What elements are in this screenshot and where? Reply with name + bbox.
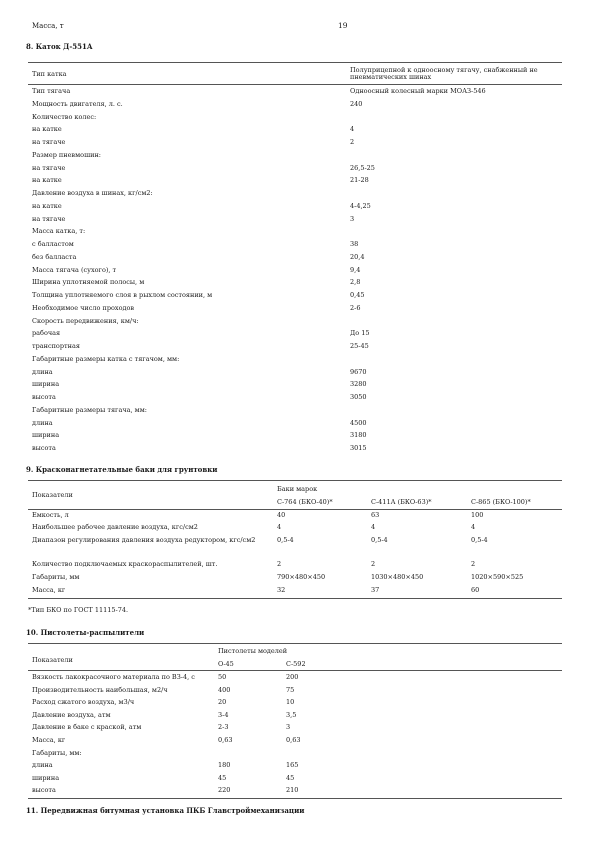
guns-row-value: 20 [218, 698, 227, 706]
spec-value: До 15 [350, 329, 370, 337]
spec-value: 38 [350, 240, 359, 248]
spec-label: Масса тягача (сухого), т [32, 266, 117, 274]
tanks-row-value: 4 [371, 523, 376, 531]
tanks-row-value: 0,5-4 [371, 536, 388, 544]
spec-value: 20,4 [350, 253, 365, 261]
spec-label: длина [32, 419, 53, 427]
section-9-title: 9. Красконагнетательные баки для грунтовки [26, 465, 218, 474]
guns-row-value: 180 [218, 761, 231, 769]
spec-value: 2-6 [350, 304, 361, 312]
page-number: 19 [338, 21, 348, 30]
tanks-col-header: С-764 (БКО-40)* [277, 498, 333, 506]
spec-label: с балластом [32, 240, 74, 248]
spec-label: Размер пневмошин: [32, 151, 101, 159]
spec-label: ширина [32, 431, 60, 439]
spec-label: высота [32, 393, 56, 401]
guns-row-label: Расход сжатого воздуха, м3/ч [32, 698, 135, 706]
tanks-row-value: 4 [471, 523, 476, 531]
section-8-title: 8. Каток Д-551А [26, 42, 93, 51]
tanks-row-value: 2 [277, 560, 282, 568]
spec-value: 4 [350, 125, 355, 133]
guns-col-header: О-45 [218, 660, 234, 668]
spec-label: длина [32, 368, 53, 376]
guns-indicators-label: Показатели [32, 656, 73, 664]
table-top-rule [28, 62, 562, 63]
spec-label: Давление воздуха в шинах, кг/см2: [32, 189, 153, 197]
section-11-title: 11. Передвижная битумная установка ПКБ Главстроймеханизации [26, 806, 305, 815]
tanks-brands-label: Баки марок [277, 485, 318, 493]
guns-row-value: 75 [286, 686, 295, 694]
guns-row-label: ширина [32, 774, 60, 782]
spec-label: на катке [32, 202, 62, 210]
guns-row-value: 10 [286, 698, 295, 706]
spec-value: 26,5-25 [350, 164, 375, 172]
guns-models-label: Пистолеты моделей [218, 647, 288, 655]
spec-label: на катке [32, 176, 62, 184]
spec-value: 3180 [350, 431, 367, 439]
spec-value: 25-45 [350, 342, 369, 350]
guns-row-label: Производительность наибольшая, м2/ч [32, 686, 168, 694]
tanks-col-header: С-411А (БКО-63)* [371, 498, 432, 506]
tanks-row-label: Емкость, л [32, 511, 69, 519]
spec-label: высота [32, 444, 56, 452]
spec-label: Скорость передвижения, км/ч: [32, 317, 139, 325]
guns-row-label: Вязкость лакокрасочного материала по ВЗ-4, с [32, 673, 195, 681]
spec-label: на тягаче [32, 164, 66, 172]
spec-label: Тип тягача [32, 87, 71, 95]
guns-row-label: Габариты, мм: [32, 749, 82, 757]
tanks-row-label: Диапазон регулирования давления воздуха редуктором, кгс/см2 [32, 536, 256, 544]
tanks-row-value: 37 [371, 586, 380, 594]
spec-label: Толщина уплотняемого слоя в рыхлом состоянии, м [32, 291, 213, 299]
tanks-row-value: 0,5-4 [471, 536, 488, 544]
section-10-title: 10. Пистолеты-распылители [26, 628, 145, 637]
guns-row-label: длина [32, 761, 53, 769]
spec-label: на катке [32, 125, 62, 133]
roller-type-value: Полуприцепной к одноосному тягачу, снабженный не пневматических шинах [350, 66, 538, 81]
guns-row-label: высота [32, 786, 56, 794]
spec-label: Габаритные размеры катка с тягачом, мм: [32, 355, 180, 363]
spec-label: Ширина уплотняемой полосы, м [32, 278, 145, 286]
spec-value: 3280 [350, 380, 367, 388]
guns-row-value: 0,63 [286, 736, 301, 744]
spec-value: 3015 [350, 444, 367, 452]
guns-row-value: 3 [286, 723, 291, 731]
spec-label: Количество колес: [32, 113, 97, 121]
tanks-row-value: 1020×590×525 [471, 573, 524, 581]
guns-row-label: Давление в баке с краской, атм [32, 723, 142, 731]
tanks-row-value: 32 [277, 586, 286, 594]
guns-col-header: С-592 [286, 660, 306, 668]
tanks-row-value: 4 [277, 523, 282, 531]
spec-label: транспортная [32, 342, 80, 350]
table-top-rule [28, 643, 562, 644]
guns-row-value: 165 [286, 761, 299, 769]
tanks-row-value: 100 [471, 511, 484, 519]
spec-value: 3050 [350, 393, 367, 401]
tanks-row-label: Количество подключаемых краскораспылителей, шт. [32, 560, 218, 568]
tanks-row-value: 60 [471, 586, 480, 594]
spec-value: 9670 [350, 368, 367, 376]
guns-row-value: 50 [218, 673, 227, 681]
spec-label: Масса катка, т: [32, 227, 86, 235]
table-bottom-rule [28, 798, 562, 799]
guns-row-value: 45 [286, 774, 295, 782]
guns-row-value: 0,63 [218, 736, 233, 744]
spec-label: на тягаче [32, 138, 66, 146]
guns-row-value: 210 [286, 786, 299, 794]
table-header-rule [28, 670, 562, 671]
spec-value: 4500 [350, 419, 367, 427]
tanks-row-value: 2 [471, 560, 476, 568]
guns-row-value: 3-4 [218, 711, 229, 719]
table-header-rule [28, 509, 562, 510]
tanks-row-label: Наибольшее рабочее давление воздуха, кгс/см2 [32, 523, 198, 531]
table-bottom-rule [28, 598, 562, 599]
table-header-rule [28, 84, 562, 85]
spec-value: 4-4,25 [350, 202, 371, 210]
guns-row-value: 200 [286, 673, 299, 681]
spec-value: 3 [350, 215, 355, 223]
spec-value: 240 [350, 100, 363, 108]
guns-row-label: Давление воздуха, атм [32, 711, 111, 719]
tanks-row-value: 63 [371, 511, 380, 519]
spec-label: Необходимое число проходов [32, 304, 135, 312]
table-top-rule [28, 480, 562, 481]
spec-label: рабочая [32, 329, 61, 337]
roller-type-label: Тип катка [32, 70, 67, 78]
tanks-row-value: 790×480×450 [277, 573, 326, 581]
guns-row-value: 3,5 [286, 711, 297, 719]
tanks-row-value: 2 [371, 560, 376, 568]
tanks-indicators-label: Показатели [32, 491, 73, 499]
tanks-row-value: 0,5-4 [277, 536, 294, 544]
tanks-col-header: С-865 (БКО-100)* [471, 498, 531, 506]
spec-value: 21-28 [350, 176, 369, 184]
tanks-footnote: *Тип БКО по ГОСТ 11115-74. [28, 606, 129, 614]
guns-row-value: 220 [218, 786, 231, 794]
spec-label: на тягаче [32, 215, 66, 223]
tanks-row-value: 1030×480×450 [371, 573, 424, 581]
guns-row-value: 45 [218, 774, 227, 782]
spec-value: Одноосный колесный марки МОАЗ-546 [350, 87, 486, 95]
tanks-row-label: Габариты, мм [32, 573, 80, 581]
guns-row-value: 400 [218, 686, 231, 694]
spec-label: Габаритные размеры тягача, мм: [32, 406, 147, 414]
spec-value: 9,4 [350, 266, 361, 274]
guns-row-value: 2-3 [218, 723, 229, 731]
guns-row-label: Масса, кг [32, 736, 66, 744]
spec-value: 2,8 [350, 278, 361, 286]
tanks-row-value: 40 [277, 511, 286, 519]
spec-value: 2 [350, 138, 355, 146]
spec-label: без балласта [32, 253, 77, 261]
spec-label: ширина [32, 380, 60, 388]
header-mass-label: Масса, т [32, 22, 64, 30]
spec-value: 0,45 [350, 291, 365, 299]
tanks-row-label: Масса, кг [32, 586, 66, 594]
spec-label: Мощность двигателя, л. с. [32, 100, 123, 108]
